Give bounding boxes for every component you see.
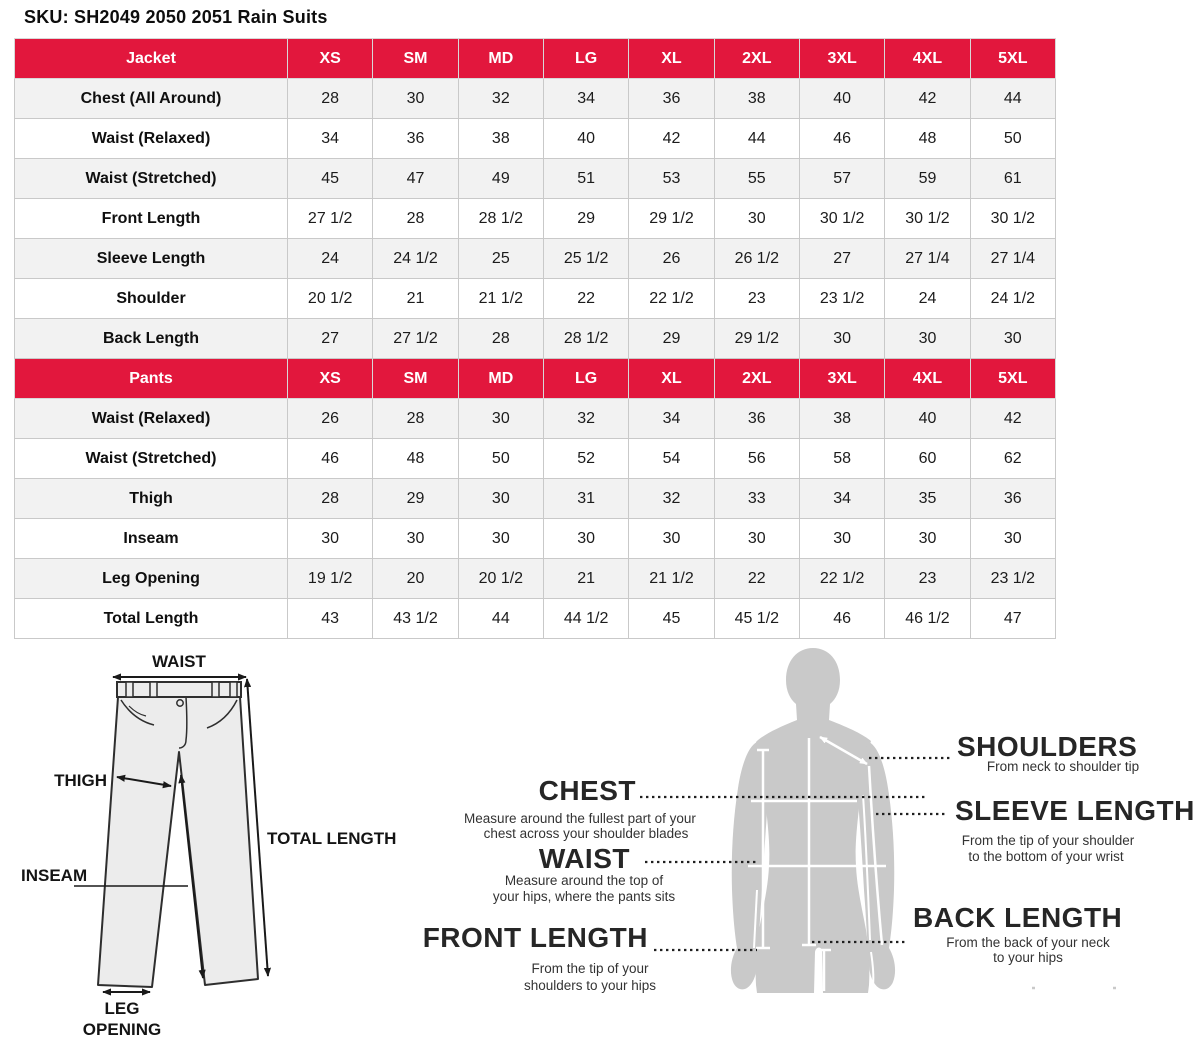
size-value: 30	[970, 519, 1055, 559]
size-value: 30	[799, 519, 884, 559]
size-value: 30	[373, 519, 458, 559]
size-value: 38	[714, 79, 799, 119]
table-row	[15, 519, 1056, 559]
size-value: 27 1/4	[885, 239, 970, 279]
size-value: 47	[970, 599, 1055, 639]
size-value: 29	[629, 319, 714, 359]
size-value: 23	[714, 279, 799, 319]
measurement-label: Total Length	[15, 599, 288, 639]
size-value: 29	[543, 199, 628, 239]
size-column-header: SM	[373, 39, 458, 79]
measurement-label: Waist (Relaxed)	[15, 119, 288, 159]
size-value: 27 1/4	[970, 239, 1055, 279]
size-value: 30	[714, 519, 799, 559]
size-value: 46	[799, 119, 884, 159]
size-value: 21	[543, 559, 628, 599]
thigh-label: THIGH	[54, 771, 107, 790]
size-column-header: 3XL	[799, 359, 884, 399]
size-value: 19 1/2	[288, 559, 373, 599]
size-value: 38	[458, 119, 543, 159]
size-column-header: XL	[629, 39, 714, 79]
size-value: 28	[288, 479, 373, 519]
size-value: 32	[458, 79, 543, 119]
sleeve-length-desc-line2: to the bottom of your wrist	[968, 849, 1124, 864]
size-value: 46	[288, 439, 373, 479]
size-column-header: LG	[543, 39, 628, 79]
size-value: 44 1/2	[543, 599, 628, 639]
size-value: 31	[543, 479, 628, 519]
size-column-header: LG	[543, 359, 628, 399]
size-value: 61	[970, 159, 1055, 199]
size-column-header: 3XL	[799, 39, 884, 79]
size-value: 56	[714, 439, 799, 479]
size-value: 40	[799, 79, 884, 119]
size-value: 25	[458, 239, 543, 279]
size-value: 36	[970, 479, 1055, 519]
measurement-diagrams	[0, 640, 1200, 1049]
back-length-label: BACK LENGTH	[913, 902, 1123, 933]
size-value: 26	[288, 399, 373, 439]
size-value: 50	[970, 119, 1055, 159]
size-value: 30	[373, 79, 458, 119]
measurement-label: Waist (Relaxed)	[15, 399, 288, 439]
table-row	[15, 79, 1056, 119]
size-column-header: SM	[373, 359, 458, 399]
size-value: 30	[458, 399, 543, 439]
size-value: 36	[629, 79, 714, 119]
table-row	[15, 239, 1056, 279]
size-value: 22	[714, 559, 799, 599]
size-value: 20 1/2	[288, 279, 373, 319]
size-value: 28	[458, 319, 543, 359]
size-value: 38	[799, 399, 884, 439]
table-row	[15, 119, 1056, 159]
shoulders-desc: From neck to shoulder tip	[986, 759, 1140, 774]
size-value: 34	[288, 119, 373, 159]
size-value: 58	[799, 439, 884, 479]
size-chart-table	[14, 38, 1056, 639]
size-value: 27 1/2	[288, 199, 373, 239]
sleeve-length-label: SLEEVE LENGTH	[955, 795, 1195, 826]
size-value: 26 1/2	[714, 239, 799, 279]
size-value: 36	[373, 119, 458, 159]
size-value: 32	[543, 399, 628, 439]
size-chart-table-container	[14, 38, 1056, 639]
measurement-label: Front Length	[15, 199, 288, 239]
measurement-label: Back Length	[15, 319, 288, 359]
diagram-canvas	[0, 640, 1200, 1049]
size-value: 54	[629, 439, 714, 479]
size-value: 30	[799, 319, 884, 359]
size-value: 23 1/2	[970, 559, 1055, 599]
size-value: 21 1/2	[458, 279, 543, 319]
leg-opening-label-line2: OPENING	[82, 1020, 162, 1039]
size-value: 59	[885, 159, 970, 199]
size-value: 52	[543, 439, 628, 479]
leg-opening-label-line1: LEG	[104, 999, 140, 1018]
size-value: 25 1/2	[543, 239, 628, 279]
total-length-label: TOTAL LENGTH	[267, 829, 397, 848]
size-value: 53	[629, 159, 714, 199]
size-value: 30	[288, 519, 373, 559]
size-column-header: 5XL	[970, 359, 1055, 399]
size-value: 30	[543, 519, 628, 559]
table-row	[15, 279, 1056, 319]
size-value: 30	[629, 519, 714, 559]
size-value: 28	[373, 399, 458, 439]
size-value: 28 1/2	[543, 319, 628, 359]
size-value: 29 1/2	[629, 199, 714, 239]
size-value: 28	[288, 79, 373, 119]
size-value: 24 1/2	[373, 239, 458, 279]
size-value: 21 1/2	[629, 559, 714, 599]
sleeve-length-desc-line1: From the tip of your shoulder	[961, 833, 1135, 848]
size-value: 62	[970, 439, 1055, 479]
size-value: 50	[458, 439, 543, 479]
size-column-header: 5XL	[970, 39, 1055, 79]
size-value: 30	[885, 319, 970, 359]
measurement-label: Inseam	[15, 519, 288, 559]
pants-button	[177, 700, 183, 706]
size-column-header: MD	[458, 39, 543, 79]
size-value: 40	[885, 399, 970, 439]
pants-header-row	[15, 359, 1056, 399]
size-value: 27	[799, 239, 884, 279]
chest-desc-line1: Measure around the fullest part of your	[464, 811, 696, 826]
size-value: 44	[714, 119, 799, 159]
size-value: 24	[288, 239, 373, 279]
size-column-header: 4XL	[885, 359, 970, 399]
pants-waistband	[117, 682, 241, 697]
size-value: 42	[629, 119, 714, 159]
size-value: 47	[373, 159, 458, 199]
size-value: 51	[543, 159, 628, 199]
size-value: 44	[970, 79, 1055, 119]
size-value: 29	[373, 479, 458, 519]
size-value: 42	[970, 399, 1055, 439]
shoulders-label: SHOULDERS	[957, 731, 1138, 762]
measurement-label: Sleeve Length	[15, 239, 288, 279]
table-row	[15, 439, 1056, 479]
waist-body-label: WAIST	[538, 843, 630, 874]
size-value: 33	[714, 479, 799, 519]
measurement-label: Waist (Stretched)	[15, 439, 288, 479]
size-column-header: MD	[458, 359, 543, 399]
size-value: 30	[714, 199, 799, 239]
measurement-label: Thigh	[15, 479, 288, 519]
waist-desc-line1: Measure around the top of	[504, 873, 664, 888]
size-column-header: XL	[629, 359, 714, 399]
size-column-header: 2XL	[714, 39, 799, 79]
size-value: 43	[288, 599, 373, 639]
size-value: 27 1/2	[373, 319, 458, 359]
table-row	[15, 399, 1056, 439]
size-column-header: 4XL	[885, 39, 970, 79]
size-value: 24	[885, 279, 970, 319]
chest-desc-line2: chest across your shoulder blades	[483, 826, 689, 841]
size-value: 22	[543, 279, 628, 319]
size-column-header: 2XL	[714, 359, 799, 399]
waist-desc-line2: your hips, where the pants sits	[492, 889, 676, 904]
size-value: 44	[458, 599, 543, 639]
size-value: 29 1/2	[714, 319, 799, 359]
measurement-label: Leg Opening	[15, 559, 288, 599]
size-column-header: XS	[288, 39, 373, 79]
size-value: 46 1/2	[885, 599, 970, 639]
table-row	[15, 159, 1056, 199]
size-value: 30	[970, 319, 1055, 359]
front-length-desc-line1: From the tip of your	[531, 961, 649, 976]
inseam-label: INSEAM	[21, 866, 88, 885]
front-length-label: FRONT LENGTH	[422, 922, 648, 953]
back-length-desc-line1: From the back of your neck	[946, 935, 1110, 950]
size-value: 32	[629, 479, 714, 519]
size-value: 57	[799, 159, 884, 199]
size-value: 49	[458, 159, 543, 199]
waist-label: WAIST	[152, 652, 206, 671]
size-column-header: XS	[288, 359, 373, 399]
size-value: 21	[373, 279, 458, 319]
size-value: 46	[799, 599, 884, 639]
size-value: 30 1/2	[799, 199, 884, 239]
size-value: 34	[799, 479, 884, 519]
size-value: 26	[629, 239, 714, 279]
size-value: 45 1/2	[714, 599, 799, 639]
size-value: 48	[373, 439, 458, 479]
size-value: 34	[543, 79, 628, 119]
size-value: 42	[885, 79, 970, 119]
table-row	[15, 319, 1056, 359]
size-value: 23	[885, 559, 970, 599]
size-value: 24 1/2	[970, 279, 1055, 319]
measurement-label: Waist (Stretched)	[15, 159, 288, 199]
size-value: 30	[458, 479, 543, 519]
size-value: 40	[543, 119, 628, 159]
size-value: 28	[373, 199, 458, 239]
table-row	[15, 479, 1056, 519]
size-value: 22 1/2	[629, 279, 714, 319]
page-title: SKU: SH2049 2050 2051 Rain Suits	[24, 7, 328, 27]
chest-label: CHEST	[538, 775, 636, 806]
size-value: 48	[885, 119, 970, 159]
size-value: 20	[373, 559, 458, 599]
size-value: 22 1/2	[799, 559, 884, 599]
body-silhouette	[423, 648, 1195, 993]
table-row	[15, 199, 1056, 239]
front-length-desc-line2: shoulders to your hips	[523, 978, 657, 993]
size-value: 45	[629, 599, 714, 639]
size-value: 36	[714, 399, 799, 439]
back-length-desc-line2: to your hips	[993, 950, 1063, 965]
table-row	[15, 559, 1056, 599]
size-value: 30	[885, 519, 970, 559]
pants-section-header: Pants	[15, 359, 288, 399]
measurement-label: Chest (All Around)	[15, 79, 288, 119]
size-value: 45	[288, 159, 373, 199]
size-value: 30	[458, 519, 543, 559]
size-value: 55	[714, 159, 799, 199]
size-value: 30 1/2	[885, 199, 970, 239]
jacket-header-row	[15, 39, 1056, 79]
size-value: 23 1/2	[799, 279, 884, 319]
measurement-label: Shoulder	[15, 279, 288, 319]
size-value: 28 1/2	[458, 199, 543, 239]
size-value: 20 1/2	[458, 559, 543, 599]
size-value: 60	[885, 439, 970, 479]
size-value: 34	[629, 399, 714, 439]
table-row	[15, 599, 1056, 639]
size-value: 27	[288, 319, 373, 359]
size-value: 43 1/2	[373, 599, 458, 639]
pants-body	[98, 697, 258, 987]
jacket-section-header: Jacket	[15, 39, 288, 79]
pants-illustration	[21, 652, 396, 1039]
size-value: 30 1/2	[970, 199, 1055, 239]
size-value: 35	[885, 479, 970, 519]
